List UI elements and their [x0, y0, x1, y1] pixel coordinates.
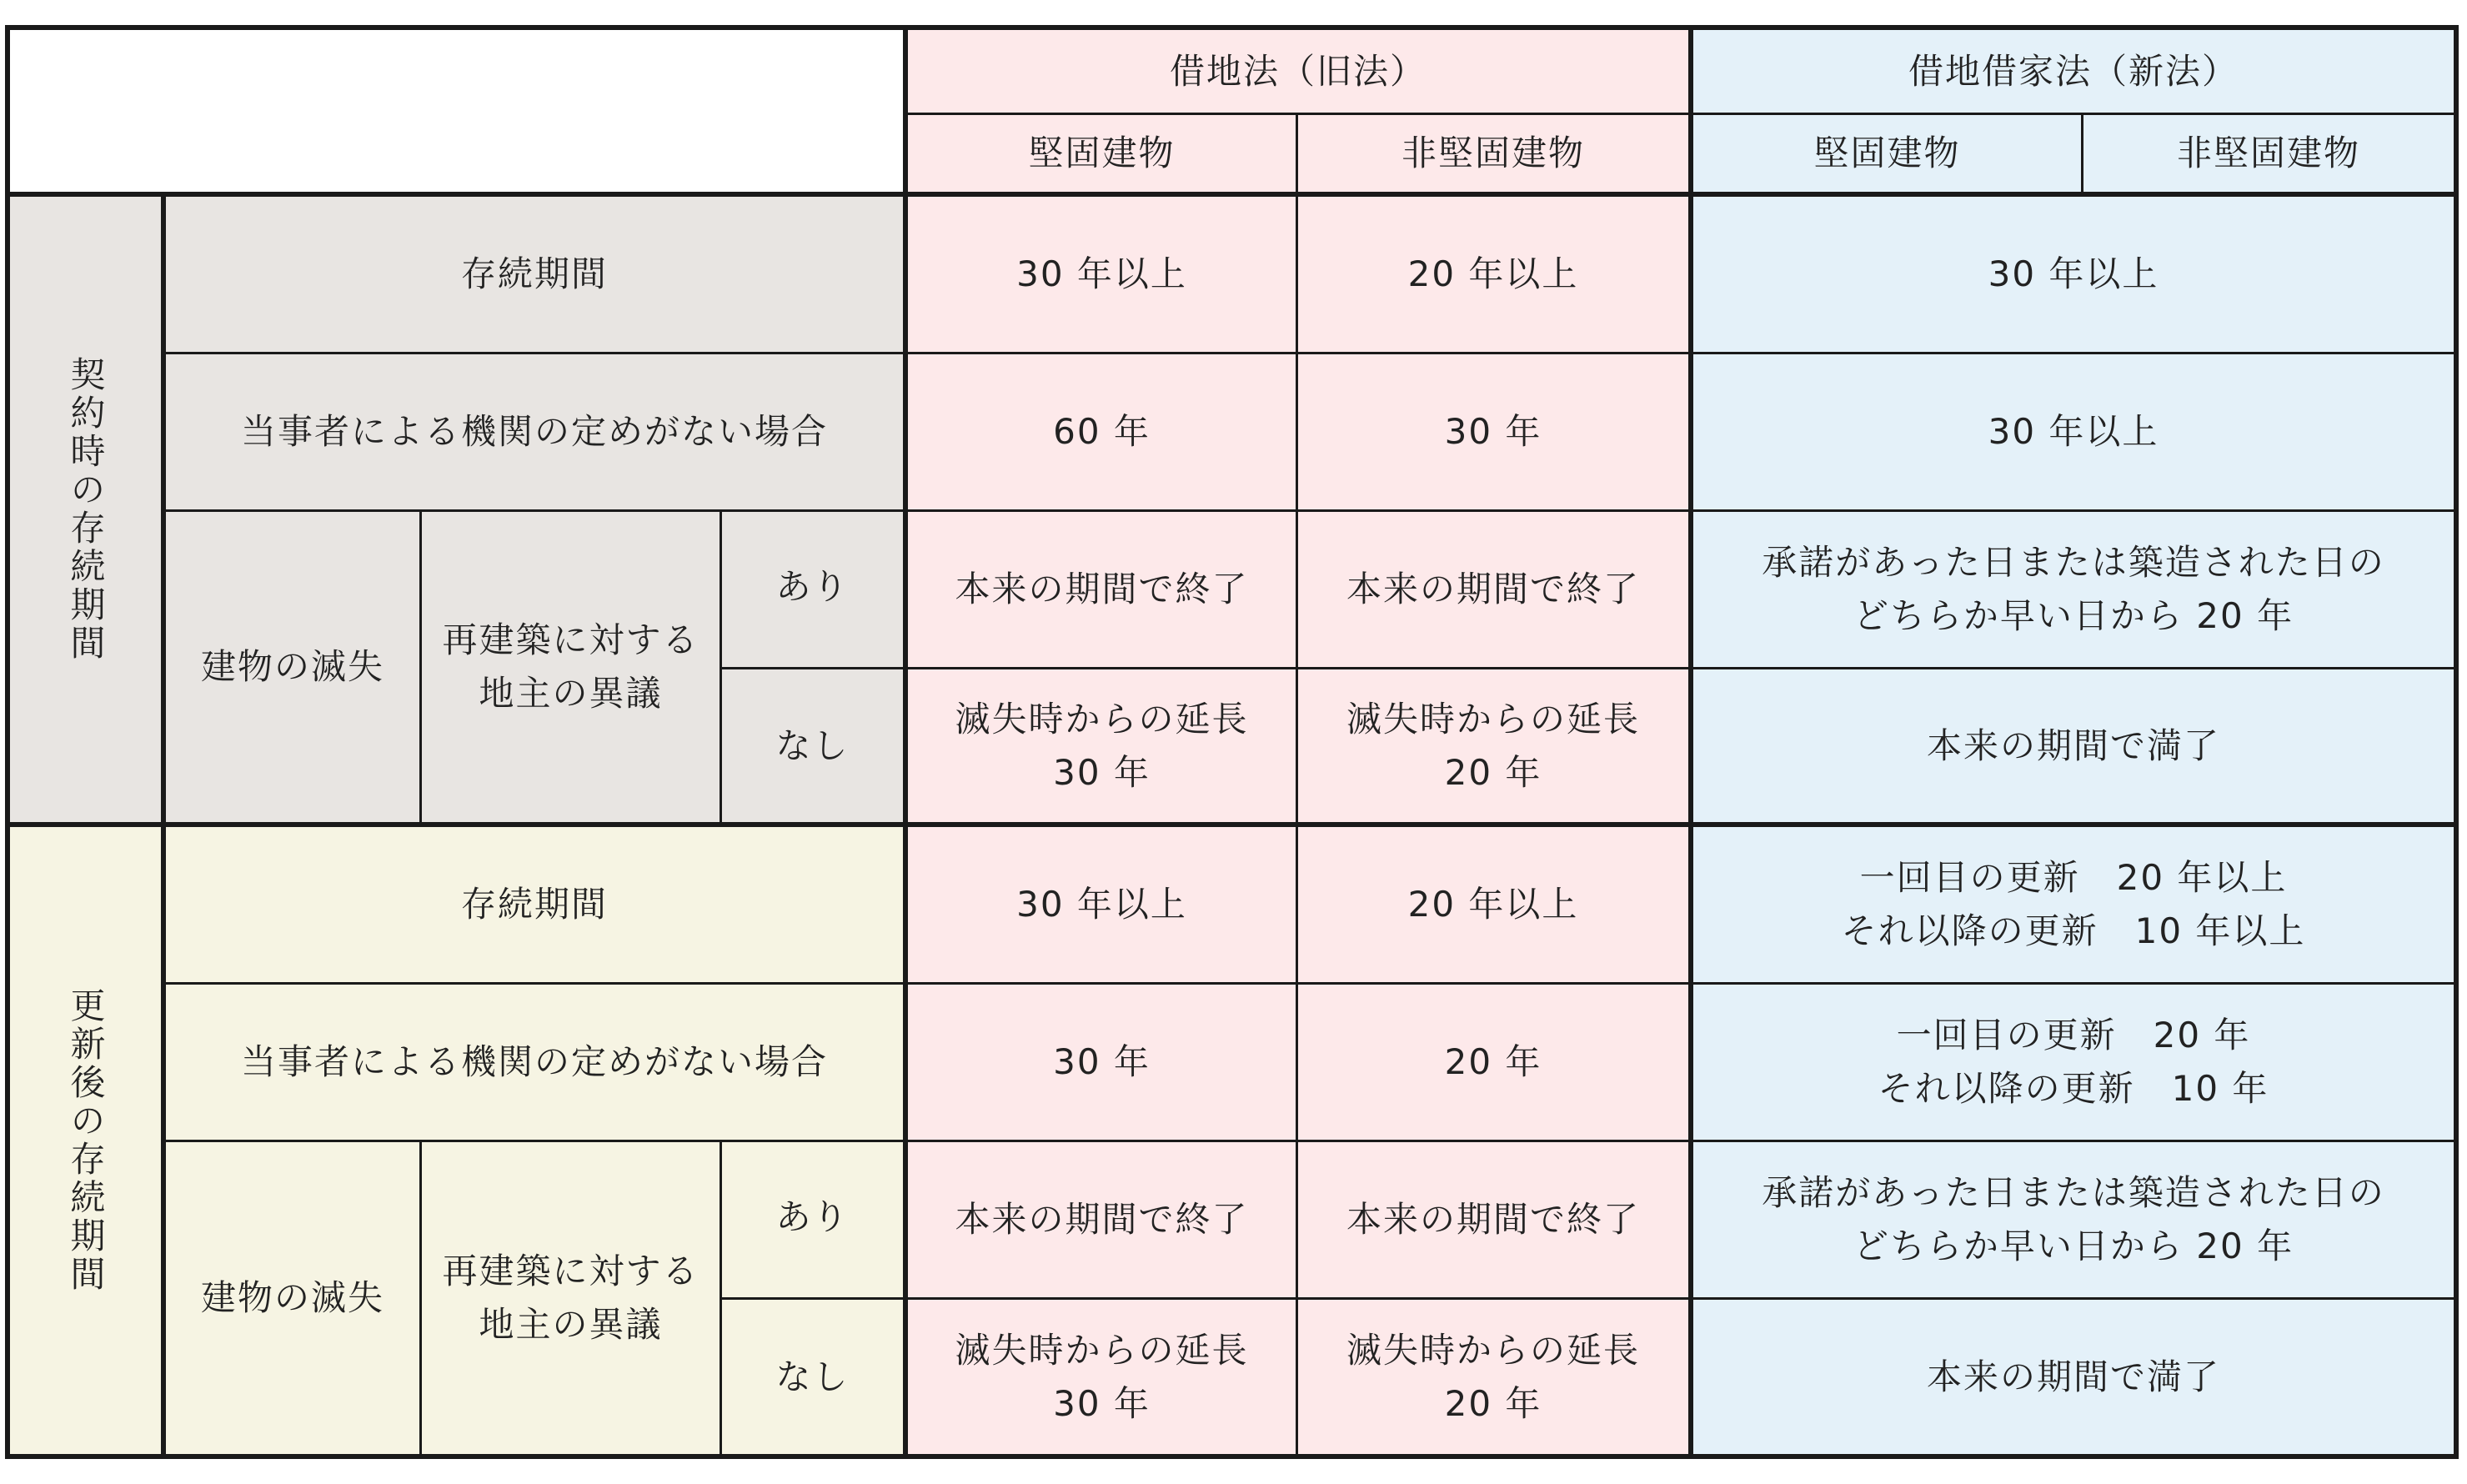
section-label-text: 更新後の存続期間 [65, 987, 107, 1294]
row-label-text: 当事者による機関の定めがない場合 [240, 1041, 828, 1082]
row-label-objection-yes [722, 512, 908, 669]
cell-value: 30 年 [1053, 1041, 1151, 1082]
lease-term-comparison-table [5, 25, 2459, 1459]
cell-old-sturdy [908, 512, 1298, 669]
cell-old-non-sturdy [1298, 1142, 1693, 1300]
cell-value-line: 30 年 [1053, 751, 1151, 793]
row-label-landowner-objection [422, 512, 722, 827]
old-non-sturdy-label: 非堅固建物 [1401, 133, 1585, 173]
new-non-sturdy-label: 非堅固建物 [2176, 133, 2360, 173]
cell-value-line: 一回目の更新 20 年 [1896, 1015, 2251, 1055]
cell-value: 本来の期間で終了 [955, 1199, 1249, 1240]
cell-old-sturdy [908, 827, 1298, 985]
cell-new-law [1693, 1142, 2454, 1300]
header-new-law [1693, 30, 2454, 115]
header-old-sturdy [908, 115, 1298, 197]
cell-value-line: どちらか早い日から 20 年 [1853, 595, 2294, 636]
row-label-building-loss [166, 1142, 422, 1454]
cell-value-line: 滅失時からの延長 [955, 698, 1249, 739]
header-new-non-sturdy [2083, 115, 2454, 197]
row-label-line: 再建築に対する [442, 1251, 699, 1291]
cell-value-line: 承諾があった日または築造された日の [1762, 542, 2385, 583]
row-label-no-agreement [166, 985, 908, 1142]
cell-new-law [1693, 197, 2454, 354]
cell-old-non-sturdy [1298, 827, 1693, 985]
cell-new-law [1693, 669, 2454, 827]
row-label-text: 建物の滅失 [200, 646, 384, 687]
row-label-text: あり [775, 566, 850, 607]
cell-value-line: 滅失時からの延長 [1346, 1329, 1640, 1371]
row-label-building-loss [166, 512, 422, 827]
cell-value-line: それ以降の更新 10 年 [1878, 1068, 2269, 1109]
header-new-sturdy [1693, 115, 2083, 197]
cell-old-non-sturdy [1298, 669, 1693, 827]
header-old-non-sturdy [1298, 115, 1693, 197]
section-label-renewal [10, 827, 166, 1454]
cell-value-line: それ以降の更新 10 年以上 [1841, 910, 2306, 951]
row-label-text: 存続期間 [460, 253, 608, 294]
cell-value: 30 年 [1444, 411, 1542, 452]
cell-value-line: 20 年 [1444, 751, 1542, 793]
row-label-objection-no [722, 669, 908, 827]
row-label-duration [166, 197, 908, 354]
cell-value: 本来の期間で終了 [955, 569, 1249, 609]
cell-value: 30 年以上 [1016, 884, 1187, 925]
row-label-line: 地主の異議 [479, 673, 663, 714]
cell-value: 20 年以上 [1407, 253, 1579, 294]
new-sturdy-label: 堅固建物 [1813, 133, 1961, 173]
row-label-line: 再建築に対する [442, 619, 699, 660]
section-label-text: 契約時の存続期間 [65, 356, 107, 663]
cell-old-non-sturdy [1298, 1300, 1693, 1454]
row-label-text: なし [775, 724, 850, 766]
cell-new-law [1693, 985, 2454, 1142]
cell-value-line: 承諾があった日または築造された日の [1762, 1172, 2385, 1213]
cell-value-line: 滅失時からの延長 [1346, 698, 1640, 739]
cell-old-sturdy [908, 985, 1298, 1142]
cell-new-law [1693, 1300, 2454, 1454]
row-label-objection-yes [722, 1142, 908, 1300]
cell-new-law [1693, 827, 2454, 985]
cell-value-line: 30 年 [1053, 1382, 1151, 1424]
cell-value: 本来の期間で終了 [1346, 1199, 1640, 1240]
row-label-text: あり [775, 1196, 850, 1237]
cell-value-line: 滅失時からの延長 [955, 1329, 1249, 1371]
section-label-contract [10, 197, 166, 827]
row-label-landowner-objection [422, 1142, 722, 1454]
new-law-title: 借地借家法（新法） [1908, 50, 2239, 92]
row-label-text: 当事者による機関の定めがない場合 [240, 411, 828, 452]
old-sturdy-label: 堅固建物 [1028, 133, 1176, 173]
cell-old-sturdy [908, 1300, 1298, 1454]
cell-old-sturdy [908, 669, 1298, 827]
cell-value: 20 年以上 [1407, 884, 1579, 925]
cell-value-line: 20 年 [1444, 1382, 1542, 1424]
cell-value: 30 年以上 [1016, 253, 1187, 294]
row-label-text: 存続期間 [460, 884, 608, 925]
cell-old-sturdy [908, 1142, 1298, 1300]
cell-value: 20 年 [1444, 1041, 1542, 1082]
cell-value: 本来の期間で満了 [1926, 724, 2220, 766]
old-law-title: 借地法（旧法） [1169, 50, 1427, 92]
row-label-objection-no [722, 1300, 908, 1454]
row-label-no-agreement [166, 354, 908, 512]
cell-old-sturdy [908, 197, 1298, 354]
row-label-duration [166, 827, 908, 985]
header-old-law [908, 30, 1693, 115]
header-blank-cell [10, 30, 908, 197]
cell-old-non-sturdy [1298, 354, 1693, 512]
cell-value: 30 年以上 [1988, 411, 2159, 452]
cell-value: 60 年 [1053, 411, 1151, 452]
cell-old-non-sturdy [1298, 985, 1693, 1142]
row-label-text: なし [775, 1356, 850, 1397]
row-label-text: 建物の滅失 [200, 1277, 384, 1318]
row-label-line: 地主の異議 [479, 1304, 663, 1345]
cell-value-line: 一回目の更新 20 年以上 [1859, 857, 2288, 898]
cell-old-sturdy [908, 354, 1298, 512]
cell-value: 本来の期間で終了 [1346, 569, 1640, 609]
cell-old-non-sturdy [1298, 197, 1693, 354]
cell-new-law [1693, 354, 2454, 512]
cell-new-law [1693, 512, 2454, 669]
cell-value: 本来の期間で満了 [1926, 1356, 2220, 1397]
cell-value: 30 年以上 [1988, 253, 2159, 294]
cell-value-line: どちらか早い日から 20 年 [1853, 1226, 2294, 1266]
cell-old-non-sturdy [1298, 512, 1693, 669]
